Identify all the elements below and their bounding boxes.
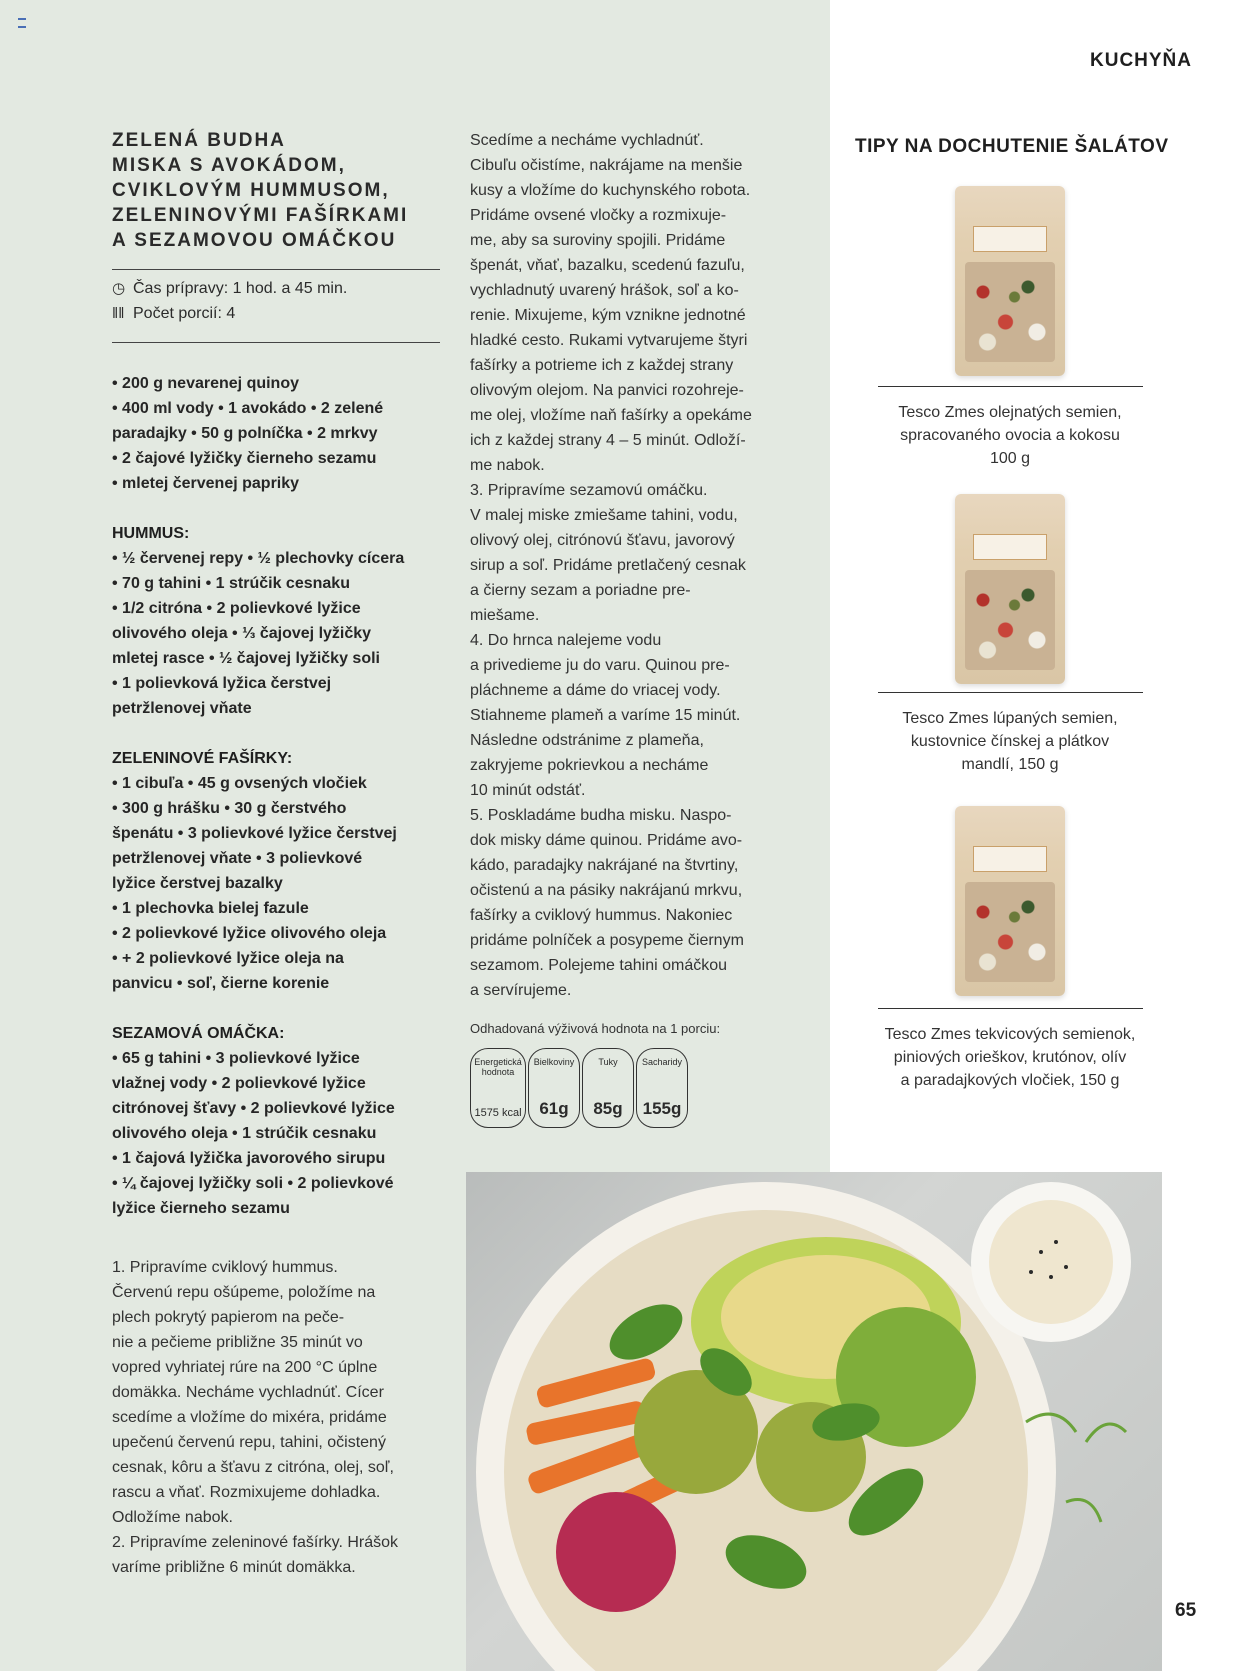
step-line: me, aby sa suroviny spojili. Pridáme: [470, 232, 726, 249]
product-caption: [860, 1023, 1160, 1092]
step-line: ich z každej strany 4 – 5 minút. Odloží-: [470, 432, 746, 449]
ingredient-line: panvicu • soľ, čierne korenie: [112, 975, 330, 992]
step-line: sirup a soľ. Pridáme pretlačený cesnak: [470, 557, 746, 574]
step-line: upečenú červenú repu, tahini, očistený: [112, 1434, 386, 1451]
step-line: pridáme polníček a posypeme čiernym: [470, 932, 744, 949]
caption-line: Tesco Zmes lúpaných semien,: [902, 710, 1118, 727]
step-line: a privedieme ju do varu. Quinou pre-: [470, 657, 730, 674]
step-line: Scedíme a necháme vychladnúť.: [470, 132, 704, 149]
step-line: me olej, vložíme naň fašírky a opekáme: [470, 407, 752, 424]
step-line: 2. Pripravíme zeleninové fašírky. Hrášok: [112, 1534, 399, 1551]
fasirky-heading: ZELENINOVÉ FAŠÍRKY:: [112, 750, 293, 767]
step-line: 4. Do hrnca nalejeme vodu: [470, 632, 662, 649]
prep-time: Čas prípravy: 1 hod. a 45 min.: [133, 280, 348, 297]
nutrition-name: Bielkoviny: [533, 1057, 575, 1067]
step-line: 5. Poskladáme budha misku. Naspo-: [470, 807, 732, 824]
step-line: sezamom. Polejeme tahini omáčkou: [470, 957, 728, 974]
ingredient-line: • 65 g tahini • 3 polievkové lyžice: [112, 1050, 360, 1067]
ingredient-line: • 1 čajová lyžička javorového sirupu: [112, 1150, 386, 1167]
nutrition-protein: [528, 1048, 580, 1128]
nutrition-label: Odhadovaná výživová hodnota na 1 porciu:: [470, 1021, 721, 1036]
step-line: a čierny sezam a poriadne pre-: [470, 582, 691, 599]
title-line: MISKA S AVOKÁDOM,: [112, 155, 346, 176]
nutrition-value: 85g: [593, 1099, 623, 1118]
beet-hummus: [556, 1492, 676, 1612]
cutlery-icon: ǁǁ: [112, 305, 125, 322]
step-line: očistenú a na pásiky nakrájanú mrkvu,: [470, 882, 743, 899]
title-line: ZELENÁ BUDHA: [112, 130, 286, 151]
caption-line: Tesco Zmes tekvicových semienok,: [884, 1026, 1136, 1043]
caption-line: piniových orieškov, krutónov, olív: [893, 1049, 1127, 1066]
step-line: hladké cesto. Rukami vytvarujeme štyri: [470, 332, 748, 349]
nutrition-value: 155g: [642, 1099, 682, 1118]
product-package-image: [955, 806, 1065, 996]
step-line: domäkka. Necháme vychladnúť. Cícer: [112, 1384, 384, 1401]
caption-line: a paradajkových vločiek, 150 g: [900, 1072, 1120, 1089]
package-label: [973, 534, 1047, 560]
nutrition-name: Sacharidy: [641, 1057, 683, 1067]
caption-line: spracovaného ovocia a kokosu: [900, 427, 1120, 444]
ingredient-line: • 200 g nevarenej quinoy: [112, 375, 299, 392]
step-line: olivový olej, citrónovú šťavu, javorový: [470, 532, 735, 549]
divider: [112, 342, 440, 343]
step-line: dok misky dáme quinou. Pridáme avo-: [470, 832, 743, 849]
package-contents: [965, 262, 1055, 362]
caption-line: mandlí, 150 g: [961, 756, 1059, 773]
step-line: a servírujeme.: [470, 982, 572, 999]
section-label: KUCHYŇA: [1090, 50, 1192, 71]
step-line: olivovým olejom. Na panvici rozohreje-: [470, 382, 744, 399]
product-package-image: [955, 494, 1065, 684]
step-line: Následne odstránime z plameňa,: [470, 732, 704, 749]
package-label: [973, 226, 1047, 252]
nutrition-value: 61g: [539, 1099, 569, 1118]
servings: Počet porcií: 4: [133, 305, 236, 322]
recipe-meta: [112, 276, 440, 326]
omacka-ingredients: [112, 1046, 440, 1221]
step-line: 3. Pripravíme sezamovú omáčku.: [470, 482, 708, 499]
step-line: Pridáme ovsené vločky a rozmixuje-: [470, 207, 727, 224]
divider: [878, 1008, 1143, 1009]
package-contents: [965, 570, 1055, 670]
title-line: CVIKLOVÝM HUMMUSOM,: [112, 180, 390, 201]
ingredient-line: • 1 cibuľa • 45 g ovsených vločiek: [112, 775, 367, 792]
nutrition-panel: [470, 1048, 805, 1128]
recipe-title: [112, 128, 440, 253]
tips-title: TIPY NA DOCHUTENIE ŠALÁTOV: [855, 136, 1169, 157]
product-card: [860, 186, 1160, 470]
hummus-ingredients: [112, 546, 440, 721]
product-caption: [860, 707, 1160, 776]
recipe-column-2: [470, 128, 805, 1128]
product-card: [860, 806, 1160, 1092]
nutrition-name: Energetická hodnota: [474, 1057, 522, 1077]
ingredient-line: petržlenovej vňate: [112, 700, 252, 717]
sesame-sauce: [989, 1200, 1113, 1324]
step-line: cesnak, kôru a šťavu z citróna, olej, soľ,: [112, 1459, 394, 1476]
caption-line: kustovnice čínskej a plátkov: [910, 733, 1110, 750]
fasirky-ingredients: [112, 771, 440, 996]
ingredient-line: paradajky • 50 g polníčka • 2 mrkvy: [112, 425, 378, 442]
ingredient-line: • 2 polievkové lyžice olivového oleja: [112, 925, 387, 942]
recipe-column-1: [112, 128, 440, 1580]
title-line: A SEZAMOVOU OMÁČKOU: [112, 230, 397, 251]
nutrition-energy: [470, 1048, 526, 1128]
omacka-heading: SEZAMOVÁ OMÁČKA:: [112, 1025, 285, 1042]
step-line: Stiahneme plameň a varíme 15 minút.: [470, 707, 741, 724]
step-line: plech pokrytý papierom na peče-: [112, 1309, 345, 1326]
step-line: Odložíme nabok.: [112, 1509, 233, 1526]
package-contents: [965, 882, 1055, 982]
step-line: Cibuľu očistíme, nakrájame na menšie: [470, 157, 743, 174]
menu-icon: [18, 18, 26, 28]
nutrition-fat: [582, 1048, 634, 1128]
ingredient-line: mletej rasce • ½ čajovej lyžičky soli: [112, 650, 380, 667]
product-package-image: [955, 186, 1065, 376]
step-line: zakryjeme pokrievkou a necháme: [470, 757, 709, 774]
page-number: 65: [1175, 1600, 1197, 1621]
ingredient-line: • 2 čajové lyžičky čierneho sezamu: [112, 450, 377, 467]
step-line: renie. Mixujeme, kým vznikne jednotné: [470, 307, 746, 324]
base-ingredients: [112, 371, 440, 496]
step-line: nie a pečieme približne 35 minút vo: [112, 1334, 363, 1351]
food-illustration: [466, 1172, 1162, 1671]
step-line: V malej miske zmiešame tahini, vodu,: [470, 507, 738, 524]
ingredient-line: • ½ červenej repy • ½ plechovky cícera: [112, 550, 405, 567]
step-line: scedíme a vložíme do mixéra, pridáme: [112, 1409, 387, 1426]
ingredient-line: olivového oleja • 1 strúčik cesnaku: [112, 1125, 377, 1142]
steps-part-2: [470, 128, 805, 1003]
ingredient-line: vlažnej vody • 2 polievkové lyžice: [112, 1075, 366, 1092]
ingredient-line: • 1 polievková lyžica čerstvej: [112, 675, 332, 692]
nutrition-carbs: [636, 1048, 688, 1128]
ingredient-line: • mletej červenej papriky: [112, 475, 300, 492]
ingredient-line: olivového oleja • ⅓ čajovej lyžičky: [112, 625, 372, 642]
ingredient-line: citrónovej šťavy • 2 polievkové lyžice: [112, 1100, 395, 1117]
step-line: varíme približne 6 minút domäkka.: [112, 1559, 356, 1576]
nutrition-name: Tuky: [598, 1057, 618, 1067]
ingredient-line: • 1 plechovka bielej fazule: [112, 900, 309, 917]
ingredient-line: špenátu • 3 polievkové lyžice čerstvej: [112, 825, 397, 842]
ingredient-line: petržlenovej vňate • 3 polievkové: [112, 850, 363, 867]
step-line: špenát, vňať, bazalku, scedenú fazuľu,: [470, 257, 745, 274]
buddha-bowl-photo: [466, 1172, 1162, 1671]
step-line: pláchneme a dáme do vriacej vody.: [470, 682, 721, 699]
clock-icon: ◷: [112, 280, 126, 297]
divider: [112, 269, 440, 270]
step-line: Červenú repu ošúpeme, položíme na: [112, 1284, 376, 1301]
step-line: me nabok.: [470, 457, 545, 474]
ingredient-line: lyžice čerstvej bazalky: [112, 875, 283, 892]
package-label: [973, 846, 1047, 872]
ingredient-line: • 1/2 citróna • 2 polievkové lyžice: [112, 600, 361, 617]
divider: [878, 386, 1143, 387]
product-caption: [860, 401, 1160, 470]
step-line: 1. Pripravíme cviklový hummus.: [112, 1259, 338, 1276]
caption-line: Tesco Zmes olejnatých semien,: [898, 404, 1122, 421]
nutrition-value: 1575 kcal: [474, 1107, 522, 1119]
step-line: vychladnutý uvarený hrášok, soľ a ko-: [470, 282, 739, 299]
ingredient-line: lyžice čierneho sezamu: [112, 1200, 290, 1217]
title-line: ZELENINOVÝMI FAŠÍRKAMI: [112, 205, 409, 226]
divider: [878, 692, 1143, 693]
ingredient-line: • 400 ml vody • 1 avokádo • 2 zelené: [112, 400, 384, 417]
ingredient-line: • + 2 polievkové lyžice oleja na: [112, 950, 344, 967]
step-line: rascu a vňať. Rozmixujeme dohladka.: [112, 1484, 381, 1501]
ingredient-line: • ¼ čajovej lyžičky soli • 2 polievkové: [112, 1175, 394, 1192]
step-line: 10 minút odstáť.: [470, 782, 586, 799]
steps-part-1: [112, 1255, 440, 1580]
product-card: [860, 494, 1160, 776]
step-line: vopred vyhriatej rúre na 200 °C úplne: [112, 1359, 378, 1376]
step-line: kádo, paradajky nakrájané na štvrtiny,: [470, 857, 739, 874]
hummus-heading: HUMMUS:: [112, 525, 190, 542]
ingredient-line: • 70 g tahini • 1 strúčik cesnaku: [112, 575, 350, 592]
step-line: fašírky a cviklový hummus. Nakoniec: [470, 907, 733, 924]
ingredient-line: • 300 g hrášku • 30 g čerstvého: [112, 800, 347, 817]
step-line: miešame.: [470, 607, 540, 624]
step-line: fašírky a potrieme ich z každej strany: [470, 357, 734, 374]
step-line: kusy a vložíme do kuchynského robota.: [470, 182, 751, 199]
caption-line: 100 g: [989, 450, 1031, 467]
